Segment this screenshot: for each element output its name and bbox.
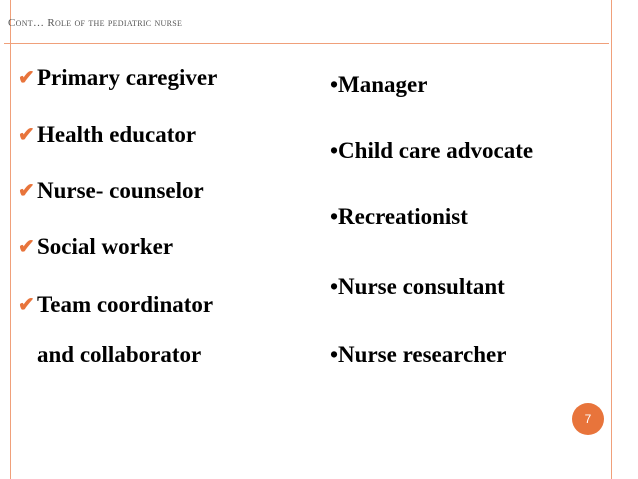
checkmark-bullet-icon: ✔ [18,294,35,316]
list-item: •Child care advocate [330,138,534,163]
list-item-label: Nurse- counselor [37,178,204,203]
list-item: •Nurse consultant [330,274,505,299]
list-item: •Nurse researcher [330,342,507,367]
slide-title: Cont… Role of the pediatric nurse [8,17,183,29]
list-item-label: Health educator [37,122,197,147]
list-item [18,122,196,148]
left-border-line [10,0,11,479]
list-item [18,178,204,204]
checkmark-bullet-icon: ✔ [18,124,35,146]
list-item-label: Team coordinator [37,292,214,317]
list-item-label: Social worker [37,234,174,259]
list-item [18,234,173,260]
right-border-line [611,0,612,479]
slide-header [4,17,609,44]
list-item [18,292,213,318]
checkmark-bullet-icon: ✔ [18,236,35,258]
list-item-continuation: and collaborator [37,342,202,367]
list-item: •Manager [330,72,428,97]
checkmark-bullet-icon: ✔ [18,67,35,89]
list-item-label: Primary caregiver [37,65,218,90]
list-item: •Recreationist [330,204,468,229]
checkmark-bullet-icon: ✔ [18,180,35,202]
page-number-badge: 7 [572,403,604,435]
list-item [18,65,217,91]
